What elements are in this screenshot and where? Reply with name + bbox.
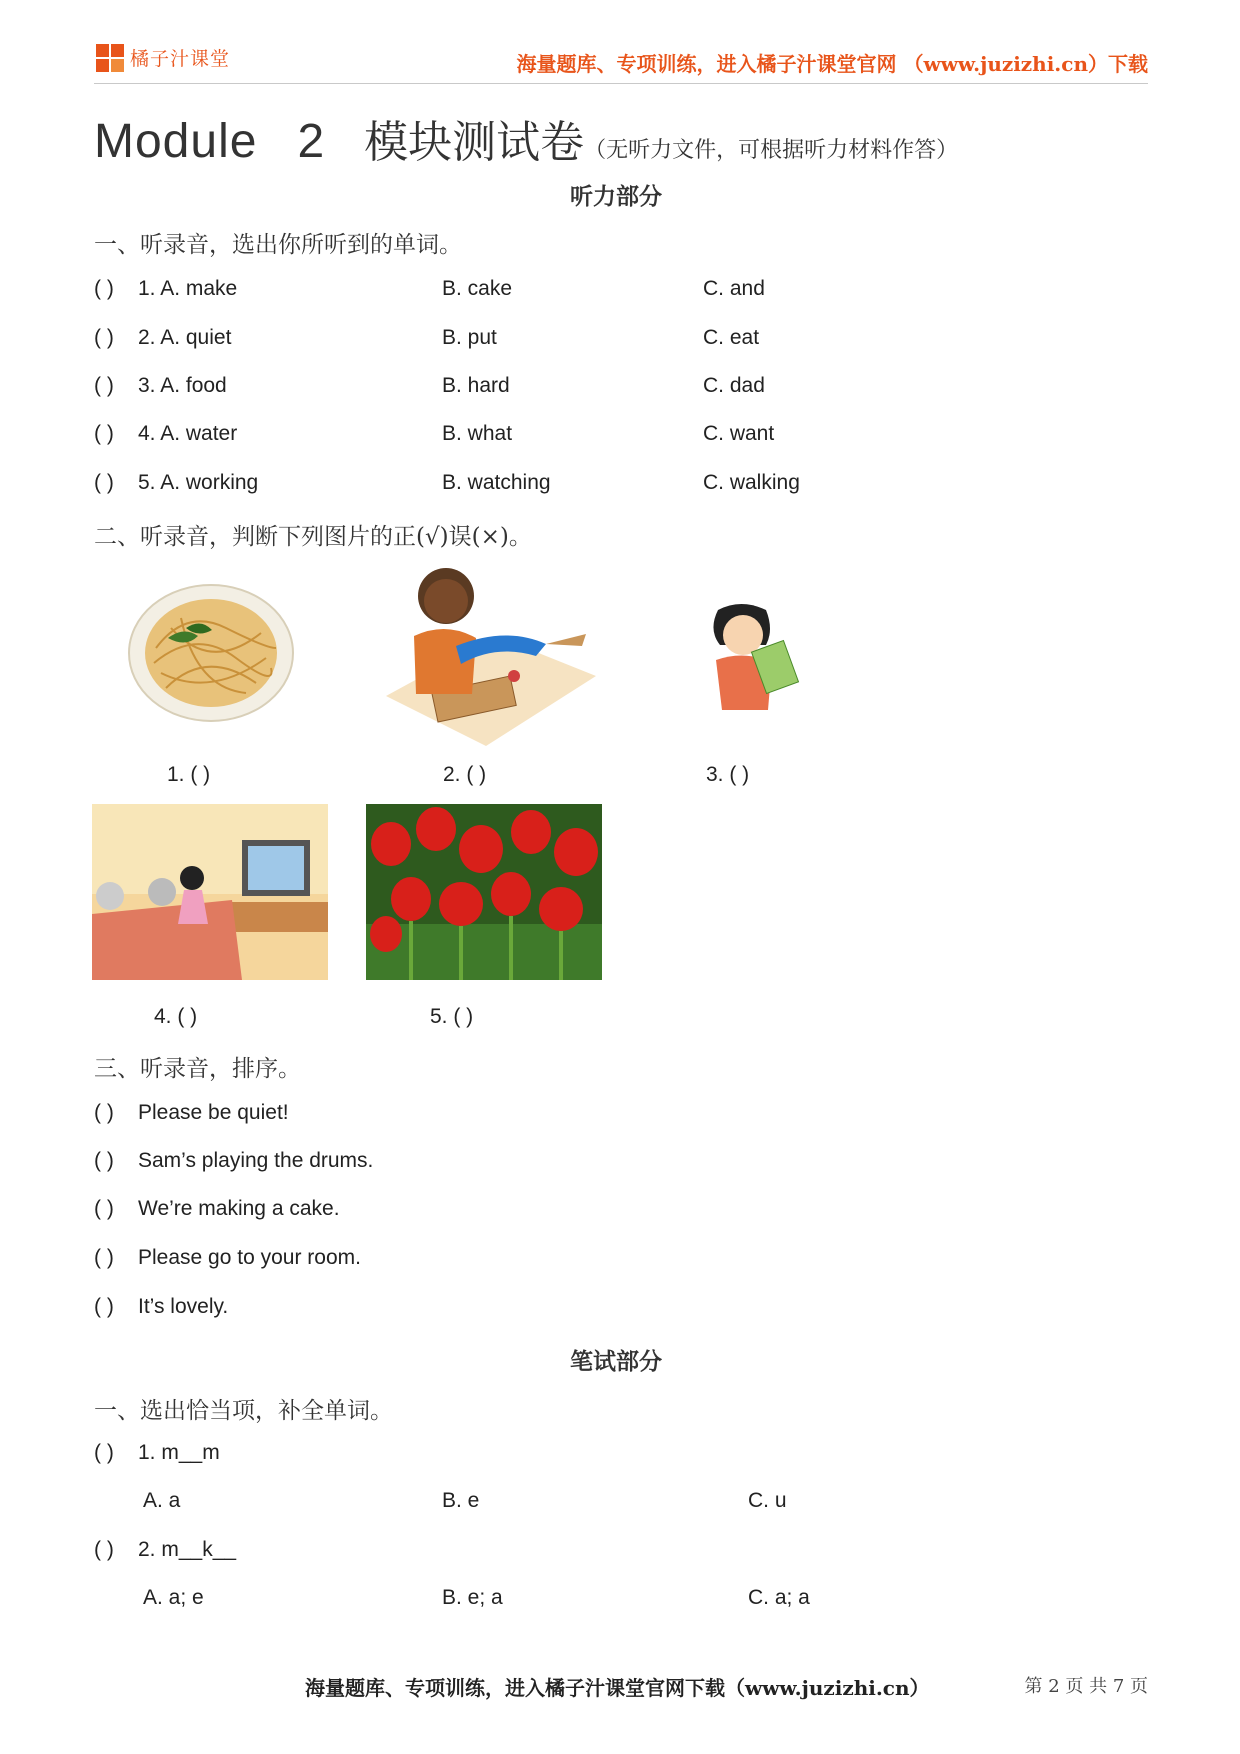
option-c: C. eat	[703, 326, 760, 349]
option-b: B. hard	[442, 374, 510, 397]
answer-blank[interactable]: ( )	[94, 1538, 114, 1561]
option-c: C. and	[703, 277, 765, 300]
answer-blank[interactable]: ( )	[94, 277, 114, 300]
question-stem: 1. m__m	[138, 1441, 220, 1464]
spaghetti-picture	[126, 578, 296, 723]
option-b: B. e; a	[442, 1586, 503, 1609]
question-stem: 2. m__k__	[138, 1538, 237, 1561]
option-b: B. cake	[442, 277, 513, 300]
listening-q2-instruction: 二、听录音，判断下列图片的正(√)误(×)。	[94, 524, 532, 550]
option-a: A. a; e	[143, 1586, 204, 1609]
answer-blank[interactable]: ( )	[94, 1149, 114, 1172]
picture-caption[interactable]: 4. ( )	[154, 1005, 198, 1028]
header-ad: 海量题库、专项训练，进入橘子汁课堂官网 （www.juzizhi.cn）下载	[516, 52, 1148, 76]
option-a: 3. A. food	[138, 374, 227, 397]
option-a: A. a	[143, 1489, 181, 1512]
watching-tv-picture	[92, 804, 328, 980]
answer-blank[interactable]: ( )	[94, 374, 114, 397]
writing-heading: 笔试部分	[570, 1348, 662, 1375]
footer-ad: 海量题库、专项训练，进入橘子汁课堂官网下载（www.juzizhi.cn）	[305, 1676, 930, 1700]
answer-blank[interactable]: ( )	[94, 326, 114, 349]
title-note: （无听力文件，可根据听力材料作答）	[584, 138, 959, 163]
tulips-picture	[366, 804, 602, 980]
picture-caption[interactable]: 1. ( )	[167, 763, 211, 786]
picture-caption[interactable]: 2. ( )	[443, 763, 487, 786]
sentence: Sam’s playing the drums.	[138, 1149, 374, 1172]
option-c: C. a; a	[748, 1586, 810, 1609]
answer-blank[interactable]: ( )	[94, 1295, 114, 1318]
sentence: It’s lovely.	[138, 1295, 229, 1318]
option-a: 2. A. quiet	[138, 326, 232, 349]
option-a: 4. A. water	[138, 422, 238, 445]
answer-blank[interactable]: ( )	[94, 422, 114, 445]
listening-q3-instruction: 三、听录音，排序。	[94, 1056, 301, 1082]
picture-caption[interactable]: 5. ( )	[430, 1005, 474, 1028]
option-b: B. put	[442, 326, 497, 349]
option-c: C. walking	[703, 471, 800, 494]
page-number: 第 2 页 共 7 页	[1024, 1676, 1148, 1697]
logo-text: 橘子汁课堂	[130, 48, 231, 70]
header-divider	[94, 83, 1148, 84]
logo-icon	[96, 44, 126, 74]
listening-q1-instruction: 一、听录音，选出你所听到的单词。	[94, 232, 462, 258]
boy-model-plane-picture	[386, 566, 596, 746]
option-b: B. watching	[442, 471, 551, 494]
title-number: 2	[297, 115, 325, 168]
answer-blank[interactable]: ( )	[94, 1101, 114, 1124]
option-c: C. u	[748, 1489, 787, 1512]
title-module: Module	[94, 115, 258, 168]
sentence: We’re making a cake.	[138, 1197, 340, 1220]
option-a: 1. A. make	[138, 277, 238, 300]
option-a: 5. A. working	[138, 471, 259, 494]
option-c: C. want	[703, 422, 775, 445]
title-cn: 模块测试卷	[364, 117, 585, 168]
page-title	[94, 106, 958, 170]
answer-blank[interactable]: ( )	[94, 1441, 114, 1464]
picture-caption[interactable]: 3. ( )	[706, 763, 750, 786]
writing-q1-instruction: 一、选出恰当项，补全单词。	[94, 1398, 393, 1424]
answer-blank[interactable]: ( )	[94, 471, 114, 494]
option-b: B. e	[442, 1489, 480, 1512]
answer-blank[interactable]: ( )	[94, 1197, 114, 1220]
answer-blank[interactable]: ( )	[94, 1246, 114, 1269]
option-b: B. what	[442, 422, 513, 445]
sentence: Please go to your room.	[138, 1246, 361, 1269]
sentence: Please be quiet!	[138, 1101, 289, 1124]
listening-heading: 听力部分	[570, 183, 662, 210]
option-c: C. dad	[703, 374, 765, 397]
girl-reading-picture	[696, 600, 806, 720]
